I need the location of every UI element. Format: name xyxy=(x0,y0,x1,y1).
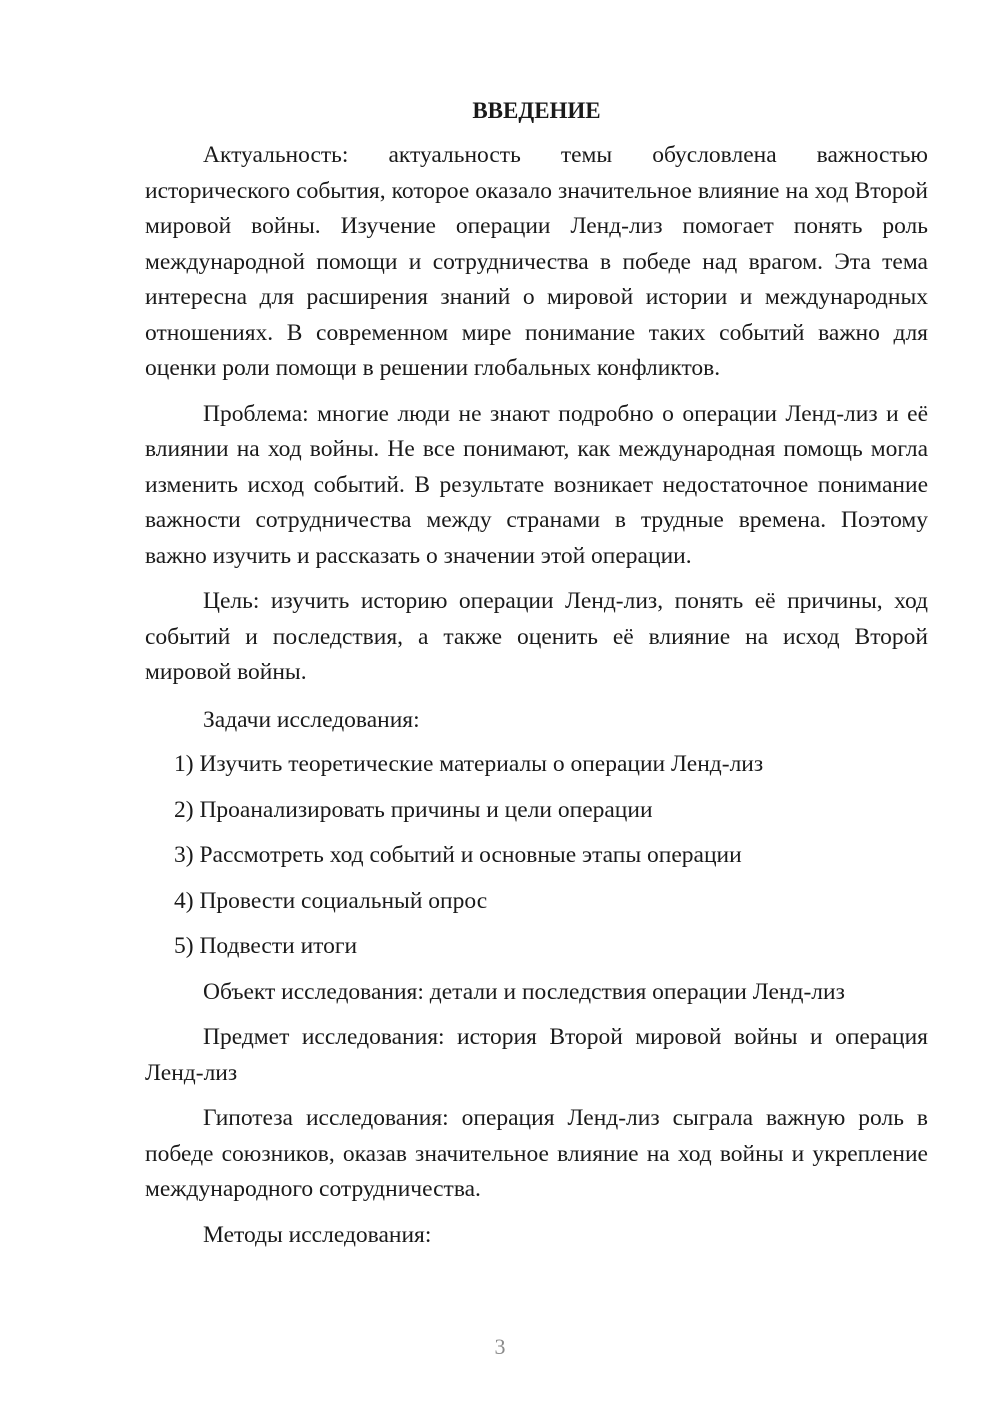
goal-paragraph: Цель: изучить историю операции Ленд-лиз, понять её причины, ход событий и последствия, а также оценить её влияние на исход Второй мировой войны. xyxy=(145,588,928,685)
problem-paragraph: Проблема: многие люди не знают подробно о операции Ленд-лиз и её влиянии на ход войны. Не все понимают, как международная помощь могла изменить исход событий. В результате возникает недостаточное понимание важности сотрудничества между странами в трудные времена. Поэтому важно изучить и рассказать о значении этой операции. xyxy=(145,400,928,569)
tasks-heading: Задачи исследования: xyxy=(203,706,420,733)
object-paragraph: Объект исследования: детали и последствия операции Ленд-лиз xyxy=(203,978,845,1005)
tasks-list xyxy=(145,747,928,965)
methods-heading: Методы исследования: xyxy=(203,1221,432,1248)
task-item: 3) Рассмотреть ход событий и основные этапы операции xyxy=(174,842,742,868)
page-body xyxy=(145,96,928,1263)
hypothesis-paragraph: Гипотеза исследования: операция Ленд-лиз сыграла важную роль в победе союзников, оказав значительное влияние на ход войны и укрепление международного сотрудничества. xyxy=(145,1105,928,1202)
section-title: ВВЕДЕНИЕ xyxy=(472,98,601,123)
task-item: 1) Изучить теоретические материалы о операции Ленд-лиз xyxy=(174,751,764,777)
subject-paragraph: Предмет исследования: история Второй мировой войны и операция Ленд-лиз xyxy=(145,1024,928,1086)
task-item: 4) Провести социальный опрос xyxy=(174,887,488,914)
task-item: 5) Подвести итоги xyxy=(174,933,358,959)
task-item: 2) Проанализировать причины и цели операции xyxy=(174,796,653,823)
relevance-paragraph: Актуальность: актуальность темы обусловлена важностью исторического события, которое оказало значительное влияние на ход Второй мировой войны. Изучение операции Ленд-лиз помогает понять роль международной помощи и сотрудничества в победе над врагом. Эта тема интересна для расширения знаний о мировой истории и международных отношениях. В современном мире понимание таких событий важно для оценки роли помощи в решении глобальных конфликтов. xyxy=(145,142,928,381)
page-number: 3 xyxy=(494,1334,506,1359)
